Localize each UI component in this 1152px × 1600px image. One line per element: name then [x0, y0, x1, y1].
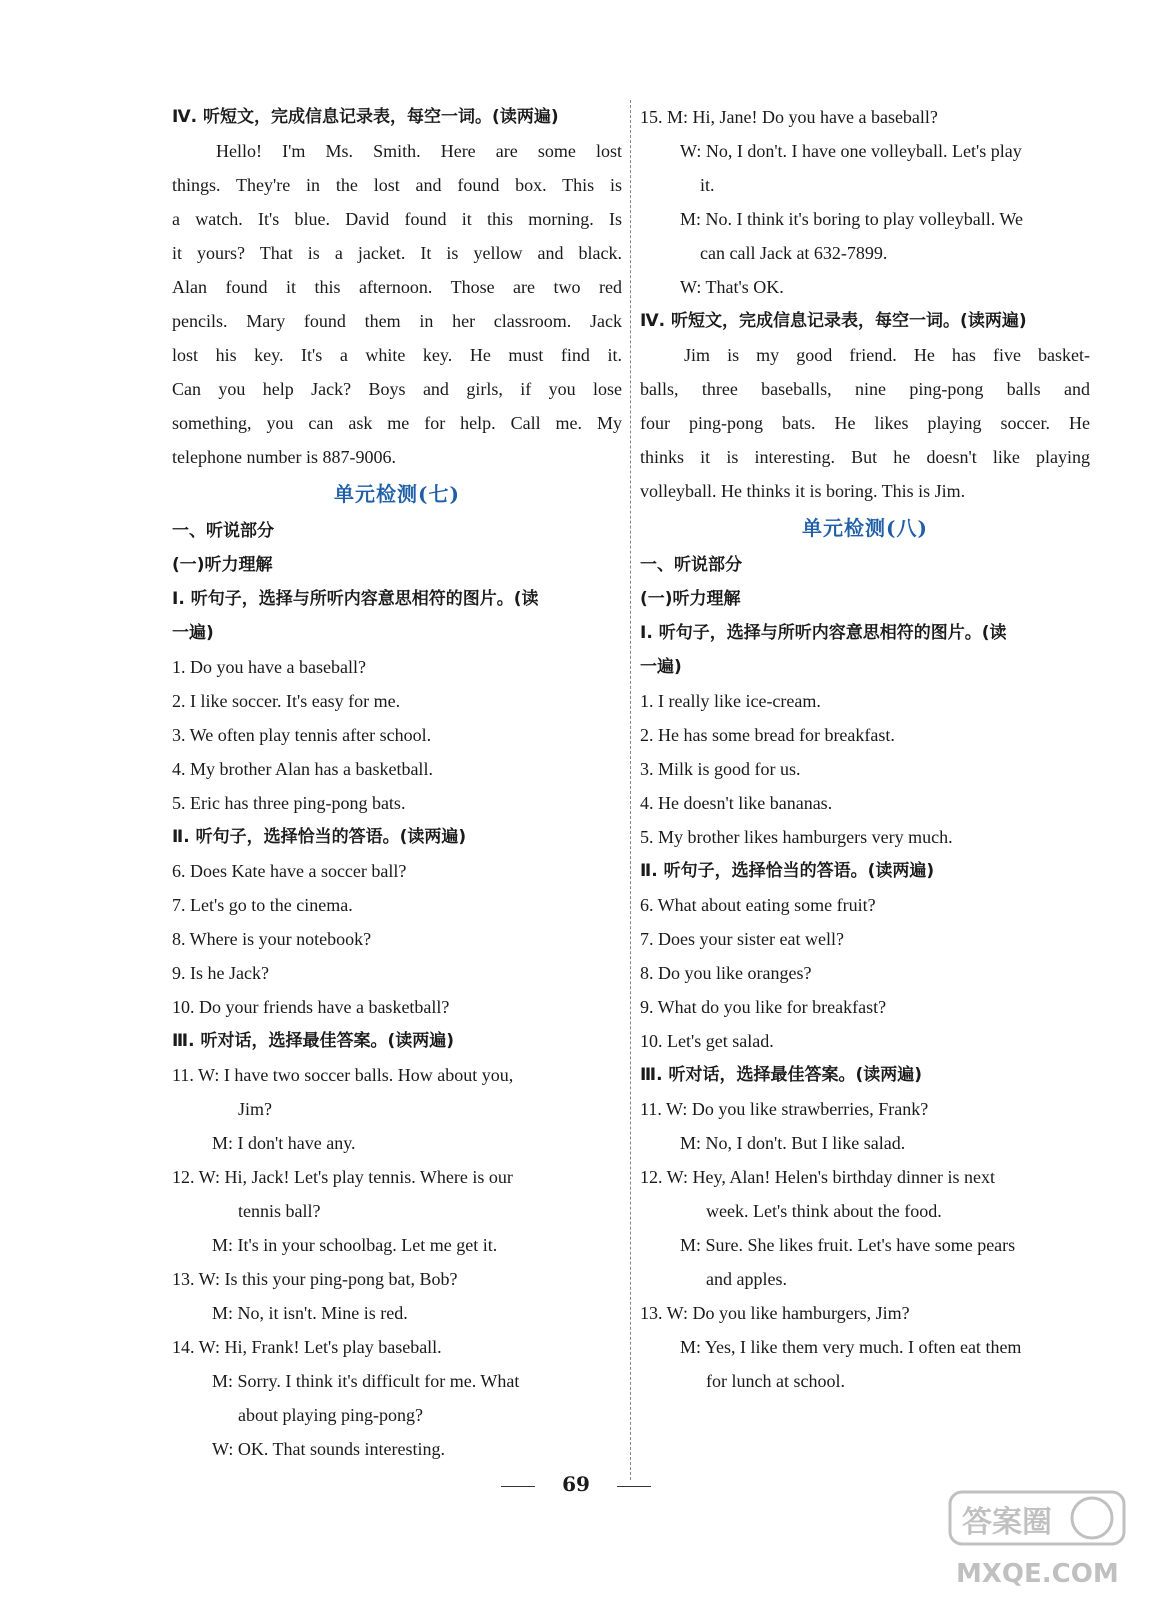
passage-line: Alan found it this afternoon. Those are two red	[172, 277, 622, 297]
list-item: 2. I like soccer. It's easy for me.	[172, 691, 401, 711]
dialogue-line: 12. W: Hi, Jack! Let's play tennis. Where is our	[172, 1167, 513, 1187]
dialogue-line: 15. M: Hi, Jane! Do you have a baseball?	[640, 107, 938, 127]
dialogue-line: W: No, I don't. I have one volleyball. Let's play	[680, 141, 1022, 161]
dialogue-line: tennis ball?	[238, 1201, 321, 1221]
dialogue-line: M: It's in your schoolbag. Let me get it.	[212, 1235, 498, 1255]
watermark-logo	[942, 1484, 1132, 1594]
passage-line: thinks it is interesting. But he doesn't like playing	[640, 447, 1090, 467]
dialogue-line: Jim?	[238, 1099, 272, 1119]
list-item: 10. Do your friends have a basketball?	[172, 997, 450, 1017]
passage	[172, 134, 622, 474]
list-item: 9. Is he Jack?	[172, 963, 269, 983]
list-item: 1. Do you have a baseball?	[172, 657, 366, 677]
list-item: 3. Milk is good for us.	[640, 759, 801, 779]
list-item: 7. Does your sister eat well?	[640, 929, 844, 949]
list-item: 2. He has some bread for breakfast.	[640, 725, 895, 745]
passage-line: something, you can ask me for help. Call me. My	[172, 413, 622, 433]
section-heading: Ⅱ. 听句子，选择恰当的答语。(读两遍)	[172, 827, 467, 847]
list-item: 10. Let's get salad.	[640, 1031, 774, 1051]
passage-line: things. They're in the lost and found box. This is	[172, 175, 622, 195]
dialogue-line: 12. W: Hey, Alan! Helen's birthday dinner is next	[640, 1167, 995, 1187]
subpart-heading: (一)听力理解	[172, 555, 273, 575]
section-heading: Ⅱ. 听句子，选择恰当的答语。(读两遍)	[640, 861, 935, 881]
list-item: 7. Let's go to the cinema.	[172, 895, 353, 915]
dialogue-line: W: OK. That sounds interesting.	[212, 1439, 445, 1459]
footer-dash	[501, 1486, 535, 1487]
passage-line: pencils. Mary found them in her classroom. Jack	[172, 311, 622, 331]
dialogue-line: M: Sorry. I think it's difficult for me. What	[212, 1371, 520, 1391]
dialogue-line: and apples.	[706, 1269, 787, 1289]
list-item: 6. What about eating some fruit?	[640, 895, 876, 915]
dialogue-line: can call Jack at 632-7899.	[700, 243, 888, 263]
dialogue-line: 14. W: Hi, Frank! Let's play baseball.	[172, 1337, 442, 1357]
part-heading: 一、听说部分	[640, 555, 742, 575]
column-divider	[630, 100, 631, 1480]
unit-title: 单元检测(七)	[334, 482, 460, 506]
dialogue-line: week. Let's think about the food.	[706, 1201, 942, 1221]
dialogue-line: M: Yes, I like them very much. I often eat them	[680, 1337, 1022, 1357]
section-heading: Ⅳ. 听短文，完成信息记录表，每空一词。(读两遍)	[640, 311, 1027, 331]
passage-line: Jim is my good friend. He has five basket-	[684, 345, 1090, 365]
footer-dash	[617, 1486, 651, 1487]
section-heading: Ⅲ. 听对话，选择最佳答案。(读两遍)	[172, 1031, 454, 1051]
dialogue-line: for lunch at school.	[706, 1371, 845, 1391]
dialogue-line: about playing ping-pong?	[238, 1405, 423, 1425]
dialogue-line: 13. W: Is this your ping-pong bat, Bob?	[172, 1269, 458, 1289]
page-number: 69	[562, 1472, 590, 1496]
part-heading: 一、听说部分	[172, 521, 274, 541]
list-item: 4. He doesn't like bananas.	[640, 793, 833, 813]
dialogue-line: M: No, I don't. But I like salad.	[680, 1133, 906, 1153]
list-item: 9. What do you like for breakfast?	[640, 997, 887, 1017]
passage-line: volleyball. He thinks it is boring. This is Jim.	[640, 481, 966, 501]
section-heading: Ⅰ. 听句子，选择与所听内容意思相符的图片。(读	[172, 589, 539, 609]
left-column	[172, 100, 622, 1466]
dialogue-line: M: No. I think it's boring to play volleyball. We	[680, 209, 1023, 229]
dialogue-line: 11. W: I have two soccer balls. How about you,	[172, 1065, 514, 1085]
list-item: 8. Do you like oranges?	[640, 963, 812, 983]
list-item: 1. I really like ice-cream.	[640, 691, 821, 711]
passage-line: lost his key. It's a white key. He must find it.	[172, 345, 622, 365]
list-item: 4. My brother Alan has a basketball.	[172, 759, 433, 779]
section-heading: Ⅲ. 听对话，选择最佳答案。(读两遍)	[640, 1065, 922, 1085]
section-heading: Ⅰ. 听句子，选择与所听内容意思相符的图片。(读	[640, 623, 1007, 643]
dialogue-line: M: I don't have any.	[212, 1133, 356, 1153]
list-item: 6. Does Kate have a soccer ball?	[172, 861, 407, 881]
list-item: 8. Where is your notebook?	[172, 929, 372, 949]
right-column	[640, 100, 1090, 1398]
dialogue-line: 13. W: Do you like hamburgers, Jim?	[640, 1303, 910, 1323]
watermark-logo-text: 答案圈	[962, 1505, 1052, 1540]
watermark-url: MXQE.COM	[956, 1559, 1119, 1589]
list-item: 5. Eric has three ping-pong bats.	[172, 793, 406, 813]
passage-line: telephone number is 887-9006.	[172, 447, 396, 467]
dialogue-line: W: That's OK.	[680, 277, 784, 297]
passage-line: Can you help Jack? Boys and girls, if you lose	[172, 379, 622, 399]
dialogue-line: it.	[700, 175, 715, 195]
section-heading-cont: 一遍)	[172, 623, 214, 643]
list-item: 5. My brother likes hamburgers very much.	[640, 827, 953, 847]
passage	[640, 338, 1090, 508]
passage-line: a watch. It's blue. David found it this morning. Is	[172, 209, 622, 229]
dialogue-line: M: Sure. She likes fruit. Let's have some pears	[680, 1235, 1016, 1255]
section-heading-cont: 一遍)	[640, 657, 682, 677]
list-item: 3. We often play tennis after school.	[172, 725, 432, 745]
passage-line: four ping-pong bats. He likes playing soccer. He	[640, 413, 1090, 433]
passage-line: balls, three baseballs, nine ping-pong balls and	[640, 379, 1090, 399]
unit-title: 单元检测(八)	[802, 516, 928, 540]
passage-line: it yours? That is a jacket. It is yellow and black.	[172, 243, 622, 263]
subpart-heading: (一)听力理解	[640, 589, 741, 609]
dialogue-line: 11. W: Do you like strawberries, Frank?	[640, 1099, 929, 1119]
section-heading: Ⅳ. 听短文，完成信息记录表，每空一词。(读两遍)	[172, 107, 559, 127]
passage-line: Hello! I'm Ms. Smith. Here are some lost	[216, 141, 622, 161]
dialogue-line: M: No, it isn't. Mine is red.	[212, 1303, 408, 1323]
